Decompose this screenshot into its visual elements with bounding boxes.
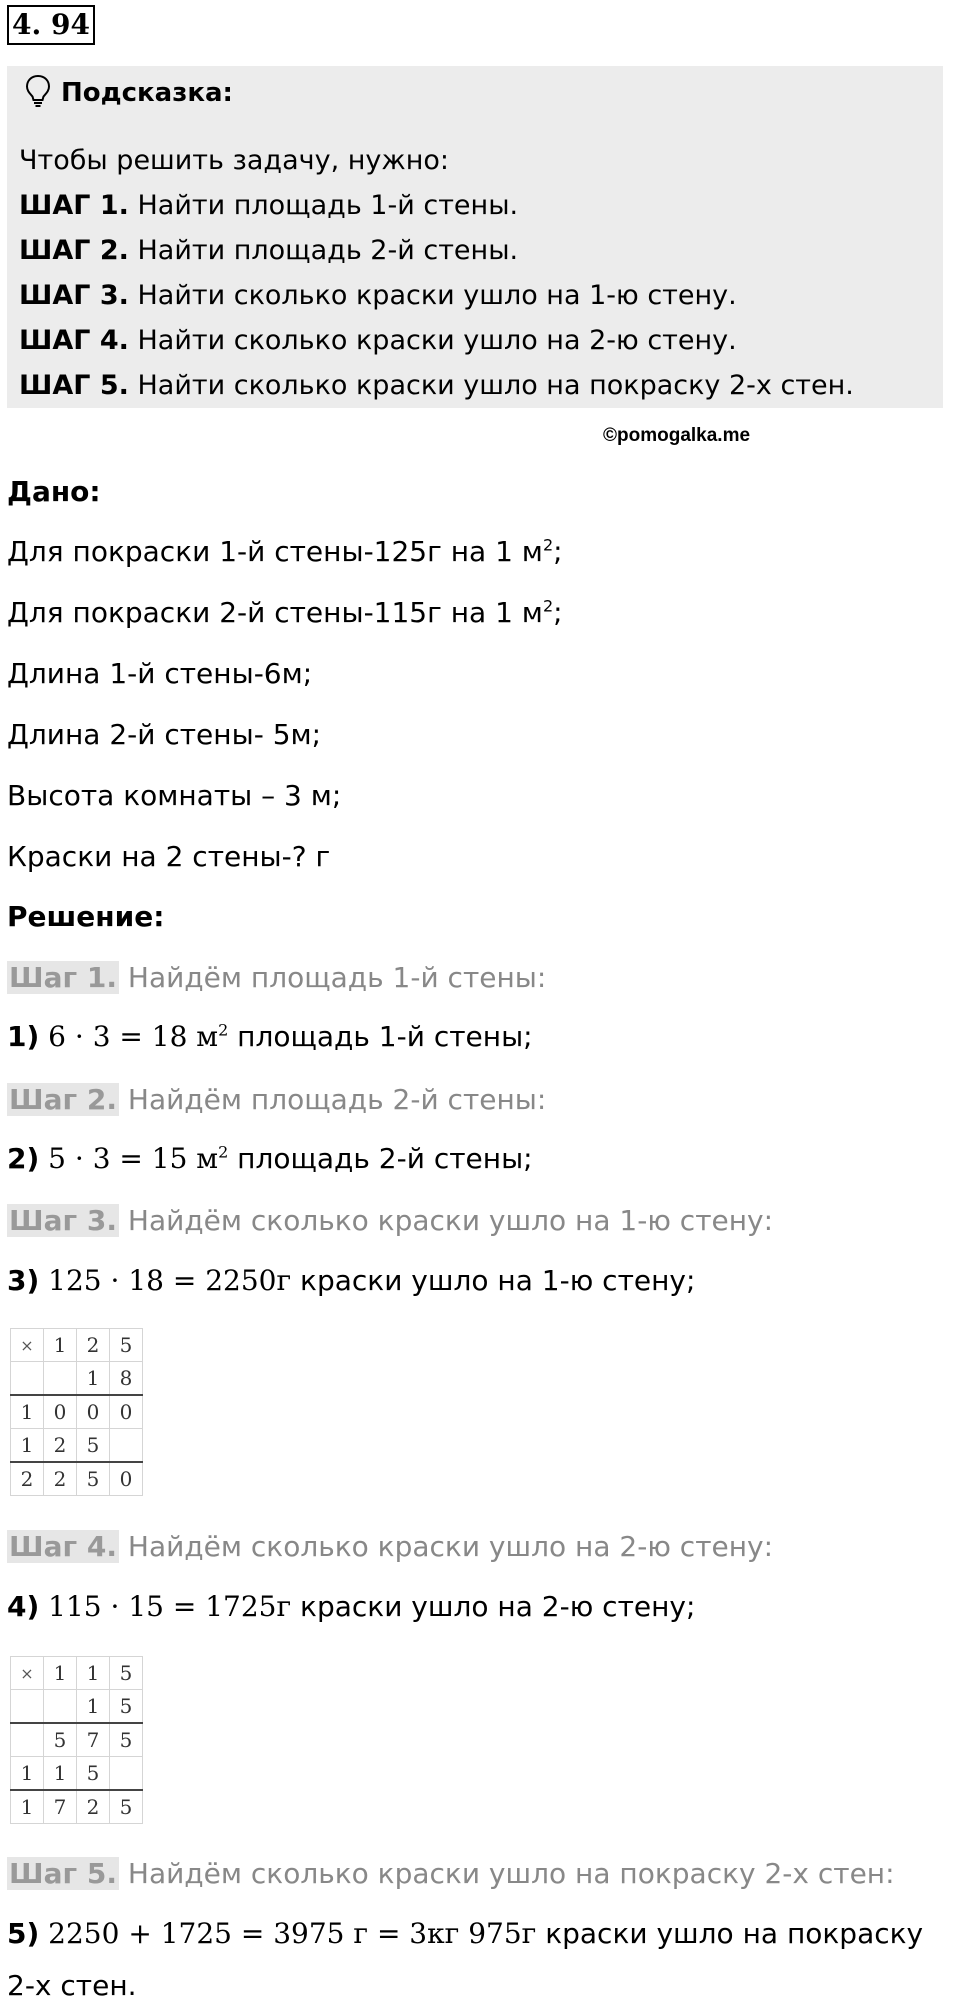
grid-cell: 1 [77,1690,110,1724]
step-5-heading [7,1857,895,1890]
step-text: Найдём площадь 1-й стены: [118,961,547,994]
given-line-4: Длина 2-й стены- 5м; [7,718,322,751]
semicolon: ; [553,596,563,629]
hint-step-label: ШАГ 2. [19,235,129,266]
grid-cell: 0 [77,1395,110,1429]
grid-row [11,1790,143,1824]
step-label: Шаг 3. [9,1204,117,1237]
step-number: 4) [7,1590,40,1623]
grid-cell: 1 [44,1757,77,1791]
result-text: площадь 2-й стены; [228,1142,533,1175]
formula: 6 · 3 = 18 м [39,1020,219,1053]
hint-step-4 [19,318,854,363]
step-2-heading [7,1083,546,1116]
result-text: краски ушло на покраску [536,1917,924,1950]
copyright-link[interactable]: ©pomogalka.me [603,425,751,446]
formula: 5 · 3 = 15 м [39,1142,219,1175]
grid-cell: 7 [44,1790,77,1824]
step-number: 2) [7,1142,40,1175]
step-label: Шаг 1. [9,961,117,994]
grid-cell [11,1362,44,1396]
grid-cell: 1 [44,1329,77,1362]
given-line-1 [7,535,563,568]
step-1-heading [7,961,546,994]
grid-cell: 2 [44,1429,77,1463]
grid-cell [44,1362,77,1396]
semicolon: ; [553,535,563,568]
given-title: Дано: [7,475,101,508]
multiply-sign: × [11,1329,44,1362]
grid-cell: 5 [110,1657,143,1690]
grid-cell: 8 [110,1362,143,1396]
grid-cell: 1 [77,1362,110,1396]
grid-cell: 1 [11,1757,44,1791]
given-line-5: Высота комнаты – 3 м; [7,779,342,812]
step-3-heading [7,1204,773,1237]
given-line-3: Длина 1-й стены-6м; [7,657,313,690]
grid-cell [11,1690,44,1724]
step-3-result [7,1264,695,1297]
hint-box [7,66,943,408]
solution-title: Решение: [7,900,165,933]
hint-step-label: ШАГ 4. [19,325,129,356]
grid-cell: 0 [110,1462,143,1496]
grid-row [11,1362,143,1396]
hint-step-label: ШАГ 5. [19,370,129,401]
grid-cell: 5 [44,1723,77,1757]
step-4-heading [7,1530,773,1563]
hint-step-2 [19,228,854,273]
given-line-2 [7,596,563,629]
multiplication-grid-2 [10,1656,143,1824]
step-label: Шаг 5. [9,1857,117,1890]
superscript: 2 [542,596,554,616]
step-text: Найдём площадь 2-й стены: [118,1083,547,1116]
grid-cell [110,1429,143,1463]
grid-row [11,1757,143,1791]
grid-cell: 7 [77,1723,110,1757]
grid-cell: 2 [44,1462,77,1496]
grid-cell: 5 [110,1690,143,1724]
hint-step-label: ШАГ 3. [19,280,129,311]
grid-row [11,1395,143,1429]
result-text: краски ушло на 1-ю стену; [291,1264,696,1297]
hint-step-3 [19,273,854,318]
grid-cell: 1 [11,1429,44,1463]
grid-row [11,1723,143,1757]
step-5-result [7,1917,923,1950]
step-number: 3) [7,1264,40,1297]
grid-cell: 0 [44,1395,77,1429]
superscript: 2 [542,535,554,555]
superscript: 2 [218,1020,229,1040]
grid-cell [110,1757,143,1791]
step-text: Найдём сколько краски ушло на покраску 2-х стен: [118,1857,895,1890]
step-5-result-continued: 2-х стен. [7,1969,137,2002]
grid-row [11,1329,143,1362]
grid-cell: 1 [11,1395,44,1429]
step-label: Шаг 2. [9,1083,117,1116]
grid-cell: 5 [77,1757,110,1791]
hint-step-text: Найти площадь 2-й стены. [128,235,519,266]
task-number: 4. 94 [7,5,95,45]
hint-lines [19,138,854,408]
hint-intro: Чтобы решить задачу, нужно: [19,145,449,176]
grid-cell: 2 [11,1462,44,1496]
multiply-sign: × [11,1657,44,1690]
step-number: 1) [7,1020,40,1053]
given-line-6: Краски на 2 стены-? г [7,840,331,873]
grid-cell: 1 [44,1657,77,1690]
step-4-result [7,1590,695,1623]
hint-step-5 [19,363,854,408]
superscript: 2 [218,1142,229,1162]
grid-row [11,1690,143,1724]
step-number: 5) [7,1917,40,1950]
grid-cell: 5 [77,1429,110,1463]
hint-step-1 [19,183,854,228]
step-text: Найдём сколько краски ушло на 2-ю стену: [118,1530,774,1563]
grid-cell: 5 [110,1790,143,1824]
grid-cell: 5 [110,1329,143,1362]
formula: 125 · 18 = 2250г [39,1264,292,1297]
result-text: площадь 1-й стены; [228,1020,533,1053]
multiplication-grid-1 [10,1328,143,1496]
hint-step-text: Найти сколько краски ушло на 1-ю стену. [128,280,737,311]
grid-cell: 0 [110,1395,143,1429]
hint-step-label: ШАГ 1. [19,190,129,221]
grid-cell [11,1723,44,1757]
hint-step-text: Найти сколько краски ушло на 2-ю стену. [128,325,737,356]
lightbulb-icon [25,74,51,112]
step-text: Найдём сколько краски ушло на 1-ю стену: [118,1204,774,1237]
step-1-result [7,1020,533,1053]
formula: 115 · 15 = 1725г [39,1590,292,1623]
step-2-result [7,1142,533,1175]
formula: 2250 + 1725 = 3975 г = 3кг 975г [39,1917,537,1950]
hint-step-text: Найти площадь 1-й стены. [128,190,519,221]
given-text: Для покраски 1-й стены-125г на 1 м [7,535,543,568]
given-text: Для покраски 2-й стены-115г на 1 м [7,596,543,629]
grid-row [11,1462,143,1496]
grid-cell: 1 [77,1657,110,1690]
grid-cell: 5 [110,1723,143,1757]
hint-header [25,74,233,112]
grid-cell: 5 [77,1462,110,1496]
grid-cell: 1 [11,1790,44,1824]
grid-row [11,1429,143,1463]
grid-cell: 2 [77,1790,110,1824]
grid-row [11,1657,143,1690]
hint-title: Подсказка: [61,78,233,108]
step-label: Шаг 4. [9,1530,117,1563]
result-text: краски ушло на 2-ю стену; [291,1590,696,1623]
hint-step-text: Найти сколько краски ушло на покраску 2-х стен. [128,370,854,401]
grid-cell: 2 [77,1329,110,1362]
grid-cell [44,1690,77,1724]
